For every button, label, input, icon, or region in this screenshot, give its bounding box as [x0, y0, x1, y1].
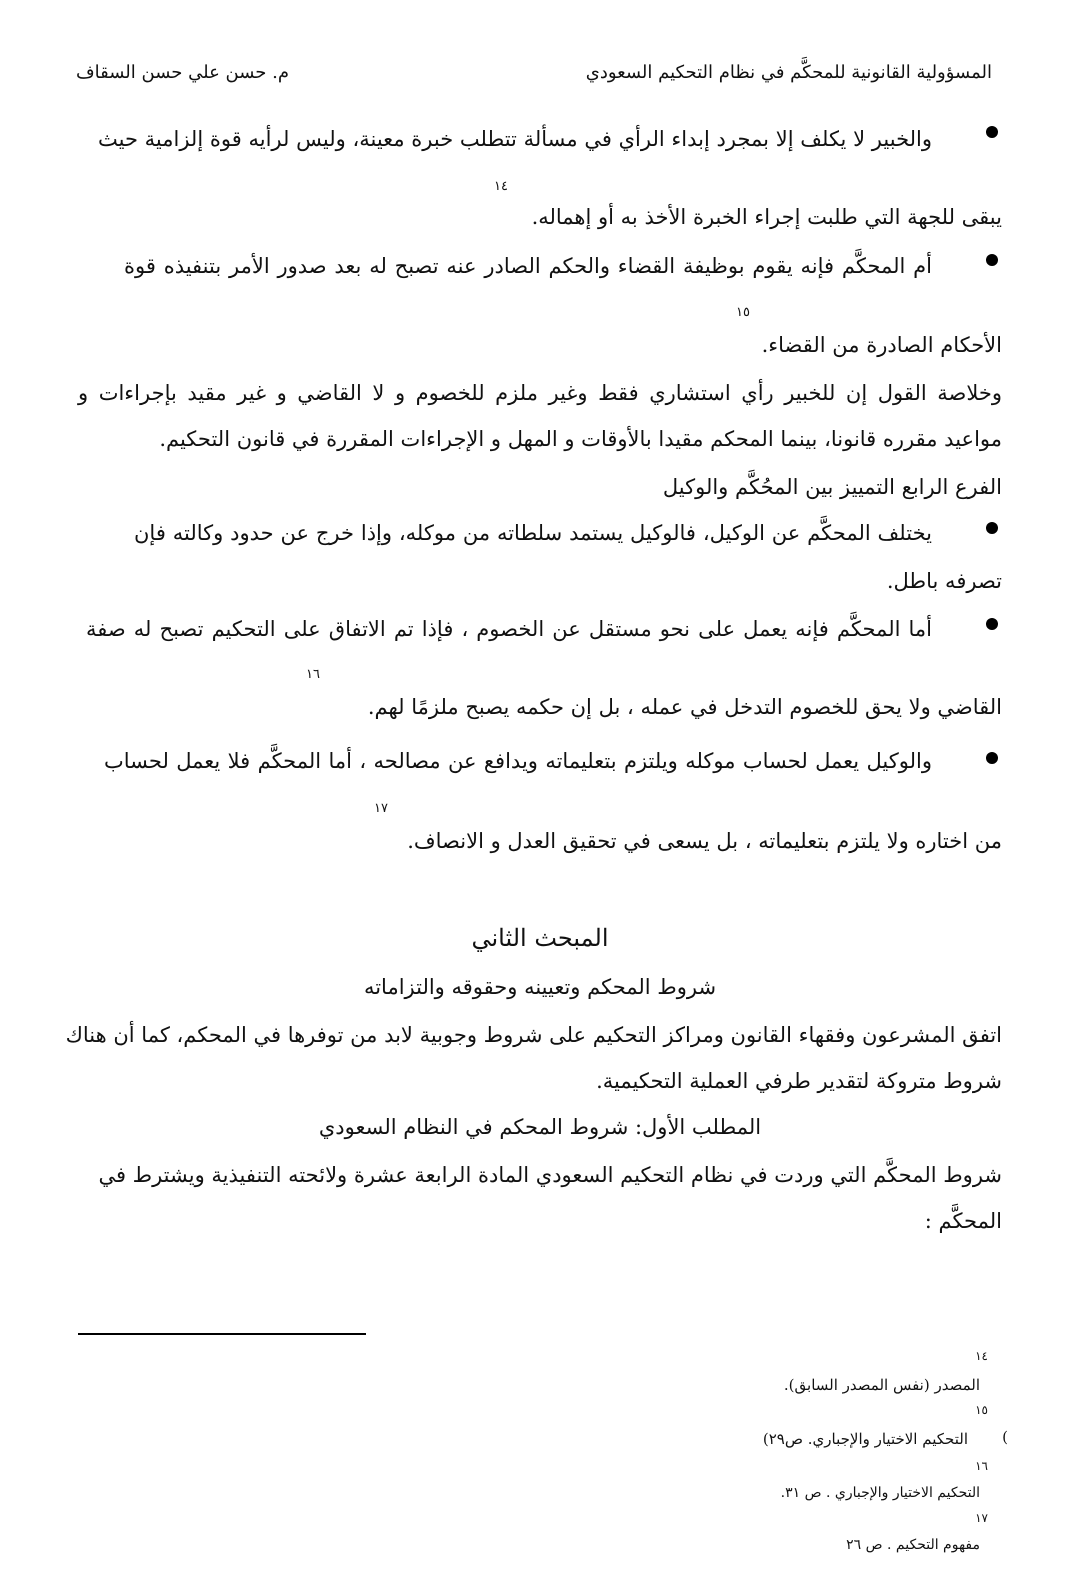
footnote-ref-15: ١٥ — [736, 305, 750, 320]
footnote-number: ١٦ — [975, 1459, 988, 1473]
footnote-text: التحكيم الاختيار والإجباري . ص ٣١. — [780, 1485, 980, 1501]
header-title: المسؤولية القانونية للمحكَّم في نظام التحكيم السعودي — [585, 62, 992, 83]
branch-title: الفرع الرابع التمييز بين المحُكَّم والوكيل — [662, 475, 1002, 499]
section-title: المبحث الثاني — [471, 924, 609, 952]
paragraph-line: يختلف المحكَّم عن الوكيل، فالوكيل يستمد سلطاته من موكله، وإذا خرج عن حدود وكالته فإن — [134, 521, 932, 545]
paragraph-line: تصرفه باطل. — [886, 569, 1002, 593]
bullet-icon — [986, 752, 998, 764]
paragraph-line: أم المحكَّم فإنه يقوم بوظيفة القضاء والحكم الصادر عنه تصبح له بعد صدور الأمر بتنفيذه قوة — [124, 254, 932, 278]
subsection-title: المطلب الأول: شروط المحكم في النظام السعودي — [318, 1115, 762, 1139]
paragraph-line: المحكَّم : — [924, 1209, 1002, 1233]
bullet-icon — [986, 618, 998, 630]
footnote-number: ١٧ — [975, 1511, 988, 1525]
bullet-icon — [986, 522, 998, 534]
paragraph-line: يبقى للجهة التي طلبت إجراء الخبرة الأخذ به أو إهماله. — [531, 205, 1002, 229]
footnote-number: ١٤ — [975, 1349, 988, 1363]
paragraph-line: الأحكام الصادرة من القضاء. — [761, 333, 1002, 357]
paragraph-line: شروط متروكة لتقدير طرفي العملية التحكيمية. — [596, 1069, 1002, 1093]
paragraph-line: والخبير لا يكلف إلا بمجرد إبداء الرأي في مسألة تتطلب خبرة معينة، وليس لرأيه قوة إلزامية حيث — [98, 127, 932, 151]
footnote-ref-16: ١٦ — [306, 667, 320, 682]
paragraph-line: من اختاره ولا يلتزم بتعليماته ، بل يسعى في تحقيق العدل و الانصاف. — [407, 829, 1002, 853]
bullet-icon — [986, 126, 998, 138]
paragraph-line: اتفق المشرعون وفقهاء القانون ومراكز التحكيم على شروط وجوبية لابد من توفرها في المحكم، كما أن هناك — [65, 1023, 1002, 1047]
footnote-text: المصدر (نفس المصدر السابق). — [783, 1376, 980, 1394]
footnote-separator — [78, 1333, 366, 1335]
footnote-ref-14: ١٤ — [494, 179, 508, 194]
section-subtitle: شروط المحكم وتعيينه وحقوقه والتزاماته — [363, 975, 717, 999]
bullet-icon — [986, 254, 998, 266]
paragraph-line: مواعيد مقرره قانونا، بينما المحكم مقيدا بالأوقات و المهل و الإجراءات المقررة في قانون التحكيم. — [159, 427, 1002, 451]
paragraph-line: شروط المحكَّم التي وردت في نظام التحكيم السعودي المادة الرابعة عشرة ولائحته التنفيذية ويشترط في — [98, 1163, 1002, 1187]
footnote-ref-17: ١٧ — [374, 801, 388, 816]
footnote-prefix: ) — [1002, 1428, 1008, 1446]
footnote-text: التحكيم الاختيار والإجباري. ص٢٩) — [762, 1430, 968, 1448]
paragraph-line: وخلاصة القول إن للخبير رأي استشاري فقط وغير ملزم للخصوم و لا القاضي و غير مقيد بإجراءات و — [78, 381, 1002, 405]
paragraph-line: القاضي ولا يحق للخصوم التدخل في عمله ، بل إن حكمه يصبح ملزمًا لهم. — [367, 695, 1002, 719]
header-author: م. حسن علي حسن السقاف — [76, 62, 290, 83]
paragraph-line: أما المحكَّم فإنه يعمل على نحو مستقل عن الخصوم ، فإذا تم الاتفاق على التحكيم تصبح له صفة — [86, 617, 932, 641]
footnote-text: مفهوم التحكيم . ص ٢٦ — [846, 1537, 980, 1553]
paragraph-line: والوكيل يعمل لحساب موكله ويلتزم بتعليماته ويدافع عن مصالحه ، أما المحكَّم فلا يعمل لحساب — [104, 749, 932, 773]
footnote-number: ١٥ — [975, 1403, 988, 1417]
